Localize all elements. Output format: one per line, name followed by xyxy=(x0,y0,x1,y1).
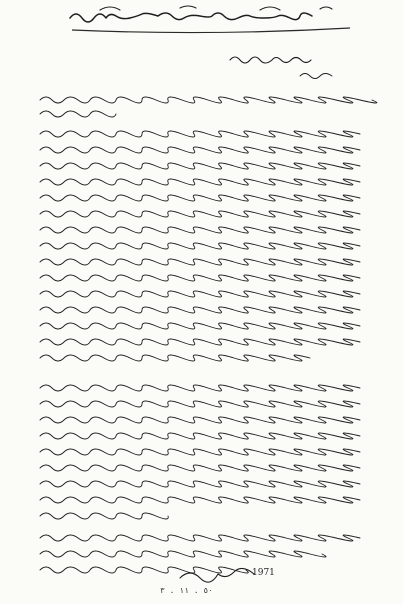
letter-title xyxy=(70,6,350,33)
signature-year: 1971 xyxy=(252,568,275,578)
paragraph-1 xyxy=(40,97,377,361)
signature xyxy=(180,568,254,582)
date-line: ٥٠ . ١١ . ٣ xyxy=(160,586,214,595)
closing-block xyxy=(40,535,360,582)
letter-header xyxy=(230,57,332,79)
paragraph-2 xyxy=(40,385,360,519)
